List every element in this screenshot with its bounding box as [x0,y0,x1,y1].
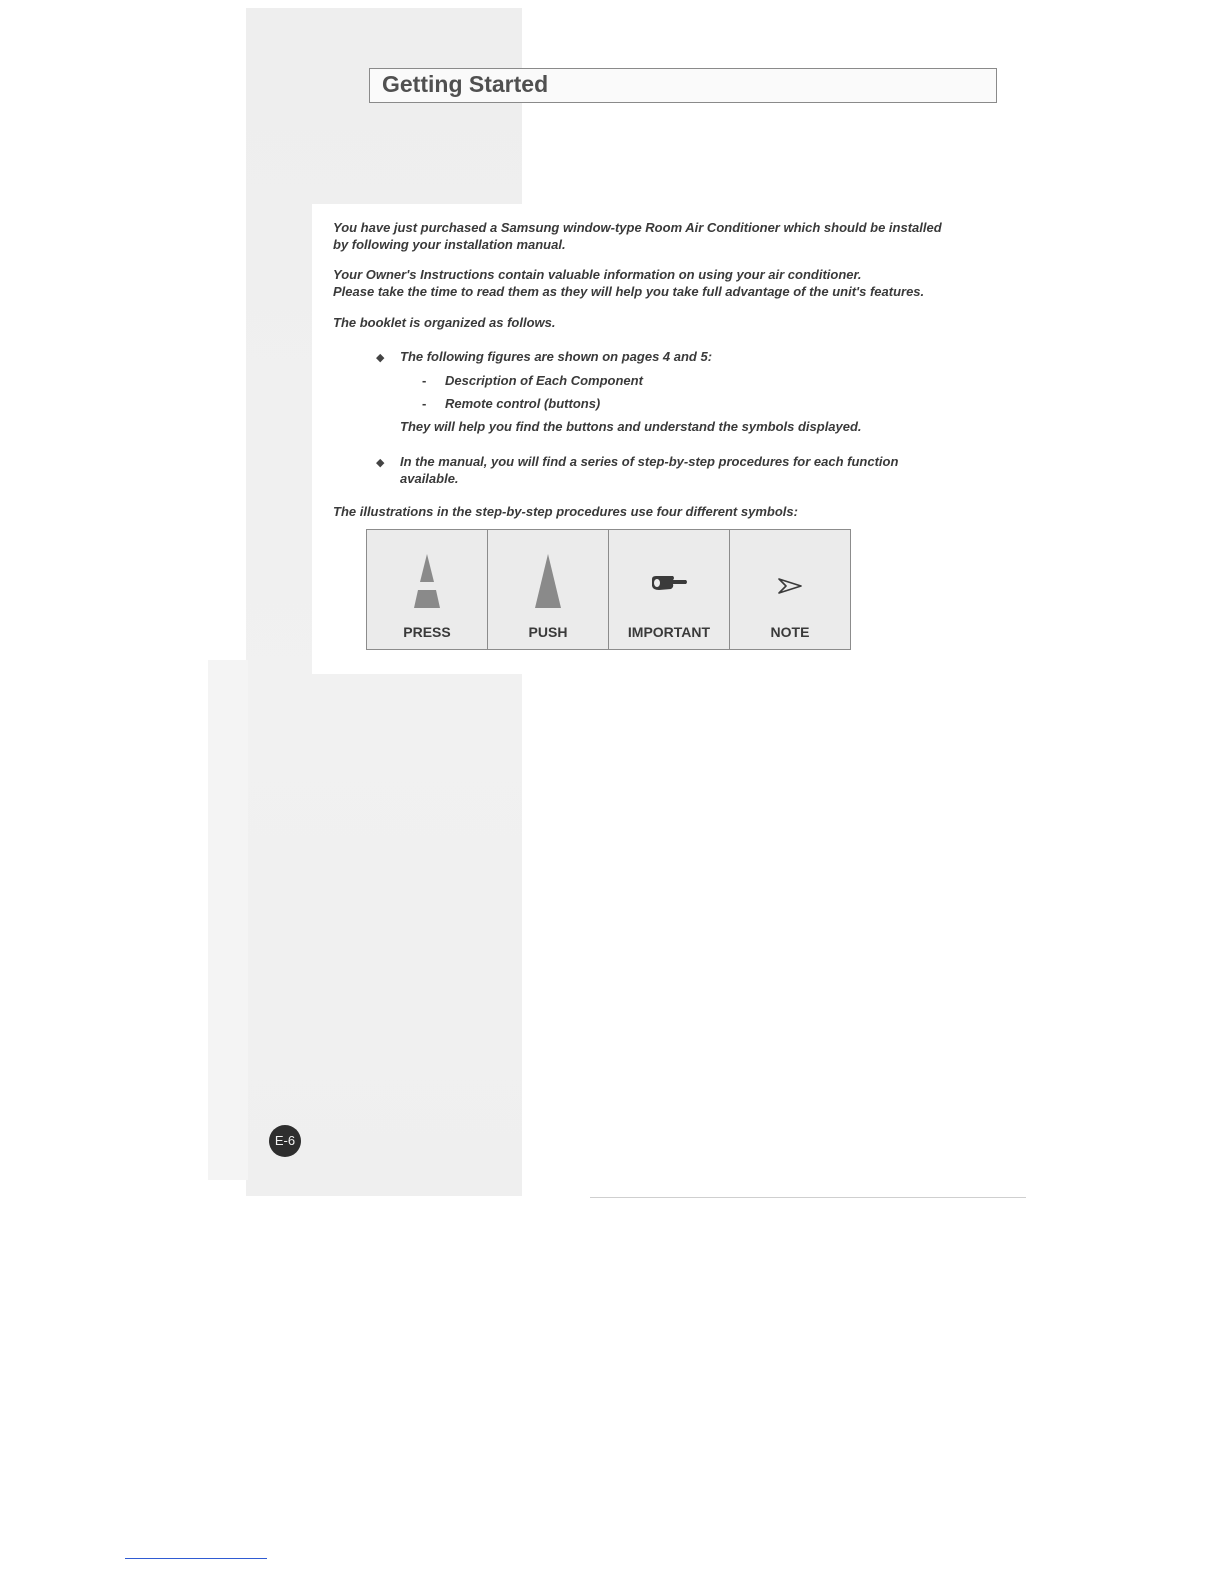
bottom-rule [590,1197,1026,1198]
list-item-2: In the manual, you will find a series of step-by-step procedures for each function available. [400,454,899,486]
push-icon [533,552,563,610]
bullet-diamond-icon: ◆ [376,352,385,364]
symbol-label-push: PUSH [528,624,568,640]
footer-link-underline [125,1558,267,1559]
sidebar-band-shadow [208,660,248,1180]
symbol-label-press: PRESS [403,624,451,640]
pointing-hand-icon [649,574,689,594]
page-number-badge: E-6 [269,1125,301,1157]
title-box [369,68,997,103]
page-title: Getting Started [382,71,549,97]
dash-marker: - [422,396,427,411]
intro-paragraph-2: Your Owner's Instructions contain valuable information on using your air conditioner. Please take the time to read them as they will help you take full advantage of the unit's features. [333,267,925,299]
arrowhead-icon [777,578,803,594]
symbol-cell-important [609,530,730,649]
symbol-cell-note [730,530,850,649]
symbol-cell-push [488,530,609,649]
list-item-1: The following figures are shown on pages 4 and 5: [400,349,713,364]
intro-paragraph-1: You have just purchased a Samsung window-type Room Air Conditioner which should be installed by following your installation manual. [333,220,942,252]
symbol-cell-press [367,530,488,649]
intro-paragraph-3: The booklet is organized as follows. [333,315,556,330]
sub-item-remote: Remote control (buttons) [445,396,601,411]
press-icon [412,552,442,610]
sub-item-component: Description of Each Component [445,373,643,388]
symbols-table [366,529,851,650]
list-item-1-followup: They will help you find the buttons and understand the symbols displayed. [400,419,862,434]
symbol-label-note: NOTE [770,624,810,640]
dash-marker: - [422,373,427,388]
bullet-diamond-icon: ◆ [376,457,385,469]
symbol-label-important: IMPORTANT [627,624,711,640]
symbols-intro: The illustrations in the step-by-step procedures use four different symbols: [333,504,798,519]
